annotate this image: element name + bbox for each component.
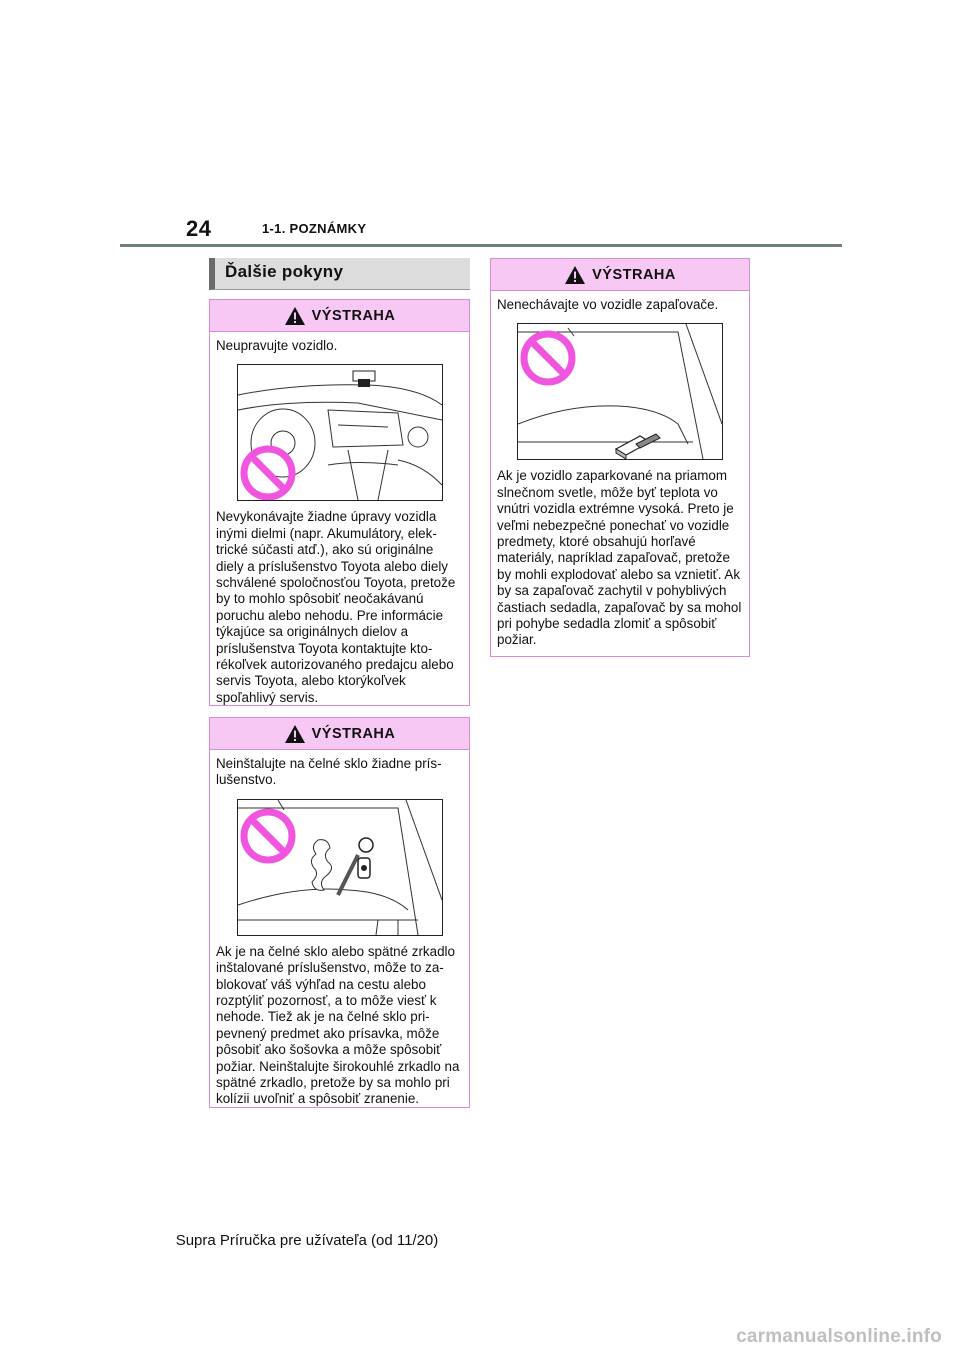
warning-box-lighters [490, 258, 750, 657]
warning-triangle-icon [284, 306, 306, 326]
footer-text: Supra Príručka pre užívateľa (od 11/20) [175, 1232, 439, 1249]
prohibition-sign-icon [524, 334, 572, 382]
subsection-title: Ďalšie pokyny [225, 262, 344, 281]
lighter-illustration [517, 323, 723, 460]
page-number: 24 [186, 216, 212, 241]
watermark: carmanualsonline.info [736, 1326, 942, 1347]
warning-body: Ak je vozidlo zaparkované na priamom slnečnom svetle, môže byť teplota vo vnútri vozidla extrémne vysoká. Preto je veľmi nebezpečné ponechať vo vozidle predmety, ktoré obsahujú horľavé materiály, napríklad zapaľovač, pretože by mohli explodovať alebo sa vznietiť. Ak by sa zapaľovač zachytil v pohyblivých častiach sedadla, zapaľovač by sa mohol pri pohybe sedadla zlomiť a spôsobiť požiar. [497, 468, 742, 648]
warning-label: VÝSTRAHA [592, 266, 676, 283]
warning-intro: Nenechávajte vo vozidle zapaľovače. [497, 297, 719, 312]
prohibition-sign-icon [244, 812, 292, 860]
warning-header [491, 259, 749, 291]
windshield-illustration [237, 799, 443, 936]
warning-triangle-icon [564, 265, 586, 285]
dashboard-illustration [237, 364, 443, 501]
warning-intro: Neupravujte vozidlo. [216, 338, 338, 353]
section-title: 1-1. POZNÁMKY [262, 221, 367, 236]
warning-label: VÝSTRAHA [311, 725, 396, 742]
warning-label: VÝSTRAHA [311, 307, 396, 324]
header-rule [120, 244, 842, 247]
subsection-heading [209, 258, 470, 290]
prohibition-sign-icon [244, 449, 292, 497]
warning-box-modification [209, 299, 470, 706]
warning-body: Ak je na čelné sklo alebo spätné zrkadlo inštalované príslušenstvo, môže to zablokovať váš výhľad na cestu alebo rozptýliť pozornosť, a to môže viesť k nehode. Tiež ak je na čelné sklo pripevnený predmet ako prísavka, môže pôsobiť ako šošovka a môže spôsobiť požiar. Neinštalujte širokouhlé zrkadlo na spätné zrkadlo, pretože by sa mohlo pri kolízii uvoľniť a spôsobiť zranenie. [216, 943, 460, 1107]
warning-box-windshield [209, 717, 470, 1108]
warning-header [210, 718, 469, 750]
warning-intro: Neinštalujte na čelné sklo žiadne príslušenstvo. [216, 756, 442, 788]
warning-triangle-icon [284, 724, 306, 744]
page-footer [0, 1232, 960, 1249]
warning-header [210, 300, 469, 332]
warning-body: Nevykonávajte žiadne úpravy vozidla inými dielmi (napr. Akumulátory, elektrické súčasti atď.), ako sú originálne diely a príslušenstvo Toyota alebo diely schválené spoločnosťou Toyota, pretože by to mohlo spôsobiť neočakávanú poruchu alebo nehodu. Pre informácie týkajúce sa originálnych dielov a príslušenstva Toyota kontaktujte ktorékoľvek autorizovaného predajcu alebo servis Toyota, alebo ktorýkoľvek spoľahlivý servis. [216, 509, 456, 705]
